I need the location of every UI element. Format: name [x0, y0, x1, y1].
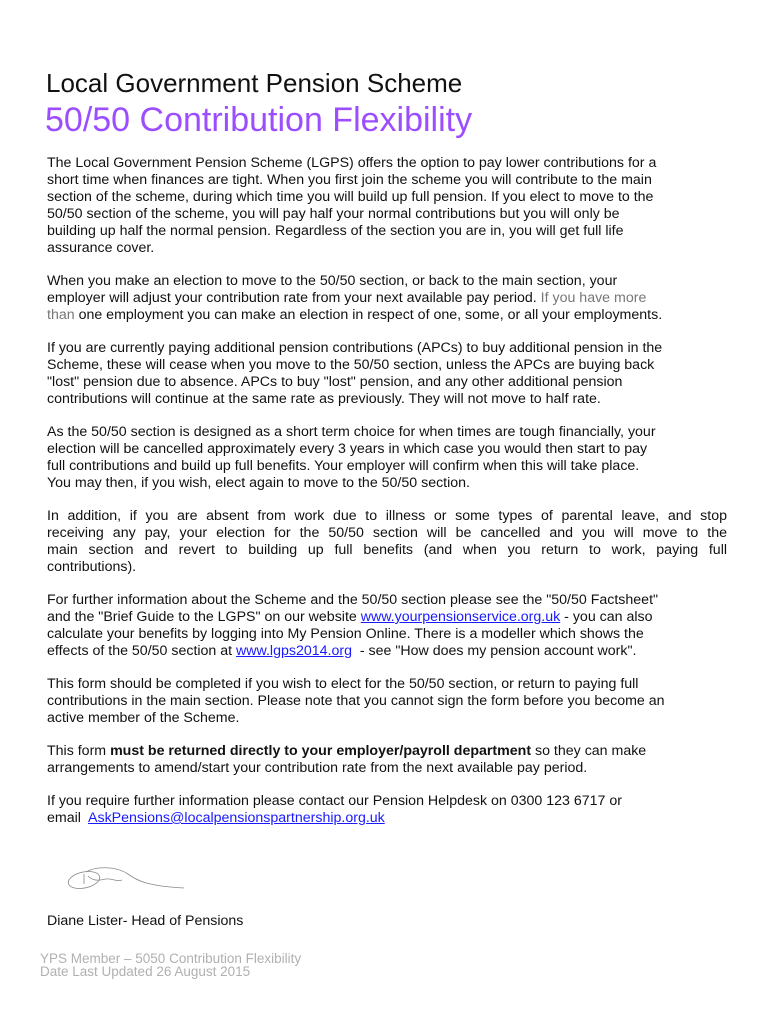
text-segment: employer will adjust your contribution rate from your next available pay period. — [47, 290, 537, 306]
text-line: If you are currently paying additional pension contributions (APCs) to buy additional pension in the — [47, 340, 663, 356]
text-line — [47, 290, 727, 307]
signature-image — [66, 862, 191, 894]
paragraph-form-usage — [47, 676, 727, 727]
text-line: election will be cancelled approximately every 3 years in which case you would then start to pay — [47, 441, 648, 457]
paragraph-intro — [47, 155, 727, 257]
text-line: contributions in the main section. Please note that you cannot sign the form before you become an — [47, 693, 665, 709]
paragraph-contact — [47, 793, 727, 827]
footer-line: Date Last Updated 26 August 2015 — [40, 964, 251, 979]
text-segment: email — [47, 810, 89, 826]
text-line: This form should be completed if you wish to elect for the 50/50 section, or return to paying full — [47, 676, 639, 692]
footer — [40, 952, 301, 978]
text-line: section of the scheme, during which time you will build up full pension. If you elect to move to the — [47, 189, 654, 205]
footer-line: YPS Member – 5050 Contribution Flexibility — [40, 951, 302, 966]
paragraph-return-form — [47, 743, 727, 777]
text-line: full contributions and build up full benefits. Your employer will confirm when this will take place. — [47, 458, 640, 474]
text-line: For further information about the Scheme and the 50/50 section please see the "50/50 Factsheet" — [47, 592, 659, 608]
text-line: You may then, if you wish, elect again to move to the 50/50 section. — [47, 475, 470, 491]
text-line: In addition, if you are absent from work due to illness or some types of parental leave, and stop — [47, 508, 727, 524]
text-line: assurance cover. — [47, 240, 155, 256]
paragraph-absence — [47, 508, 727, 576]
text-line: The Local Government Pension Scheme (LGPS) offers the option to pay lower contributions for a — [47, 155, 657, 171]
text-line — [47, 643, 727, 660]
text-line: building up half the normal pension. Regardless of the section you are in, you will get full life — [47, 223, 624, 239]
text-segment: so they can make — [531, 743, 647, 759]
text-line: contributions will continue at the same rate as previously. They will not move to half rate. — [47, 391, 601, 407]
text-line: arrangements to amend/start your contribution rate from the next available pay period. — [47, 760, 588, 776]
paragraph-apcs — [47, 340, 727, 408]
document-subtitle: 50/50 Contribution Flexibility — [45, 101, 473, 139]
text-segment: This form — [47, 743, 111, 759]
text-line: main section and revert to building up full benefits (and when you return to work, paying full — [47, 542, 727, 558]
text-line — [47, 743, 727, 760]
text-line: receiving any pay, your election for the 50/50 section will be cancelled and you will move to the — [47, 525, 727, 541]
text-segment: - see "How does my pension account work". — [351, 643, 637, 659]
lgps2014-link[interactable]: www.lgps2014.org — [236, 643, 352, 659]
text-segment-grey: than — [47, 307, 75, 323]
text-segment: and the "Brief Guide to the LGPS" on our website — [47, 609, 361, 625]
text-line — [47, 810, 727, 827]
paragraph-election — [47, 273, 727, 324]
text-line: When you make an election to move to the 50/50 section, or back to the main section, your — [47, 273, 618, 289]
website-link[interactable]: www.yourpensionservice.org.uk — [360, 609, 561, 625]
text-line: "lost" pension due to absence. APCs to buy "lost" pension, and any other additional pension — [47, 374, 623, 390]
text-line: calculate your benefits by logging into My Pension Online. There is a modeller which shows the — [47, 626, 644, 642]
text-segment: - you can also — [560, 609, 653, 625]
email-link[interactable]: AskPensions@localpensionspartnership.org.uk — [88, 810, 385, 826]
signatory-name: Diane Lister- Head of Pensions — [47, 913, 244, 929]
text-line: 50/50 section of the scheme, you will pay half your normal contributions but you will only be — [47, 206, 620, 222]
text-segment-grey: If you have more — [536, 290, 647, 306]
text-line: contributions). — [47, 559, 137, 575]
text-line: If you require further information please contact our Pension Helpdesk on 0300 123 6717 or — [47, 793, 622, 809]
text-line: As the 50/50 section is designed as a short term choice for when times are tough financially, your — [47, 424, 656, 440]
text-line: short time when finances are tight. When you first join the scheme you will contribute to the main — [47, 172, 652, 188]
text-line: active member of the Scheme. — [47, 710, 240, 726]
text-line: Scheme, these will cease when you move to the 50/50 section, unless the APCs are buying back — [47, 357, 655, 373]
text-line — [47, 307, 727, 324]
paragraph-short-term — [47, 424, 727, 492]
document-body — [47, 155, 727, 843]
text-segment-bold: must be returned directly to your employer/payroll department — [110, 743, 532, 759]
text-segment: effects of the 50/50 section at — [47, 643, 237, 659]
text-line — [47, 609, 727, 626]
text-segment: one employment you can make an election in respect of one, some, or all your employments. — [74, 307, 663, 323]
paragraph-further-info — [47, 592, 727, 660]
document-title: Local Government Pension Scheme — [46, 68, 463, 98]
